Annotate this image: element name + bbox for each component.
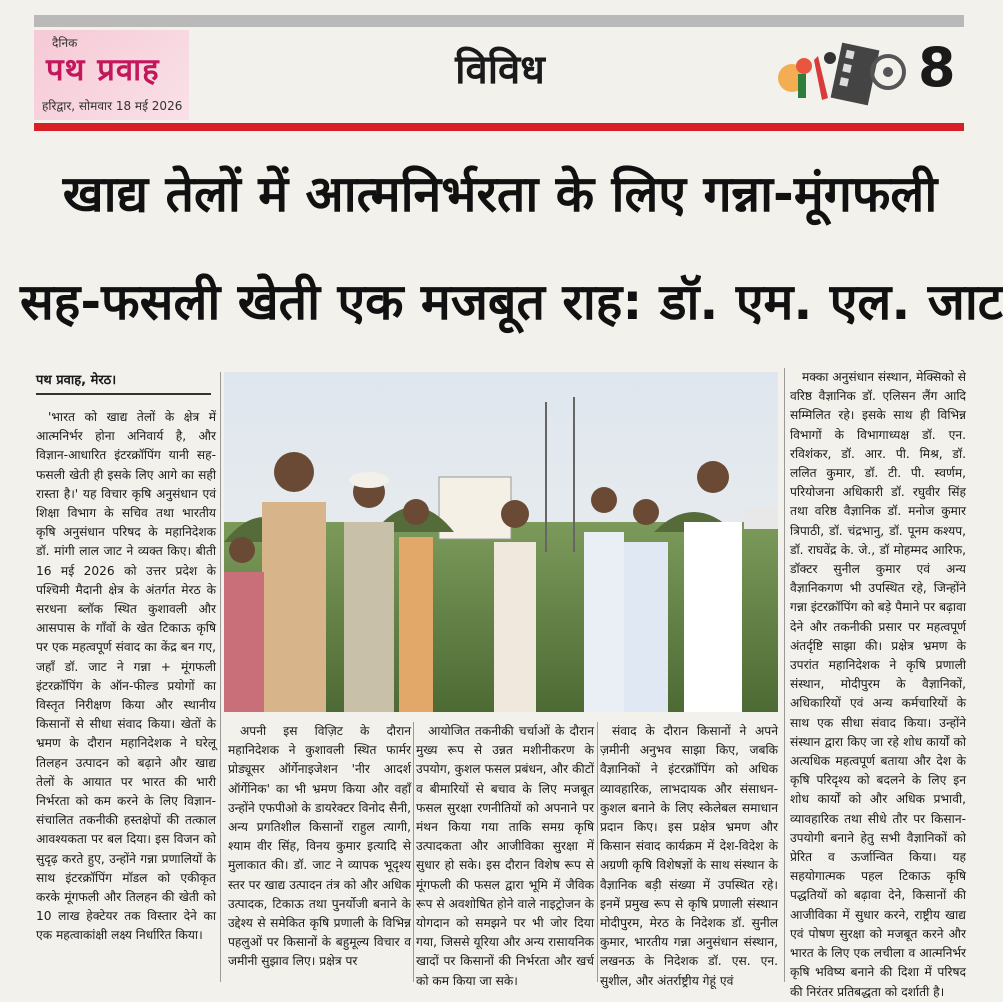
top-strip: [34, 15, 964, 27]
article-column-4: [600, 722, 778, 988]
column-2-text: अपनी इस विज़िट के दौरान महानिदेशक ने कुशावली स्थित फार्मर प्रोड्यूसर ऑर्गेनाइजेशन 'नीर आदर्श ऑर्गेनिक' का भी भ्रमण किया और वहाँ उन्होंने एफपीओ के डायरेक्टर विनोद सैनी, अन्य प्रगतिशील किसानों राहुल त्यागी, श्याम वीर सिंह, विनय कुमार इत्यादि से मुलाकात की। डॉ. जाट ने व्यापक भूदृश्य स्तर पर खाद्य उत्पादन तंत्र को और अधिक उत्पादक, टिकाऊ तथा पुनर्योजी बनाने के उद्देश्य से समेकित कृषि प्रणाली के विभिन्न पहलुओं पर किसानों के बहुमूल्य विचार व जमीनी सुझाव लिए। प्रक्षेत्र पर: [228, 724, 411, 969]
article-column-2: [228, 722, 411, 984]
field-visit-photo: [224, 372, 778, 712]
article-column-3: [416, 722, 594, 988]
article-column-1: [36, 408, 216, 983]
section-title: विविध: [455, 46, 545, 93]
column-1-text: 'भारत को खाद्य तेलों के क्षेत्र में आत्मनिर्भर होना अनिवार्य है, और विज्ञान-आधारित इंटरक्रॉपिंग यानी सह-फसली खेती ही इसके लिए आगे का सही रास्ता है।' यह विचार कृषि अनुसंधान एवं शिक्षा विभाग के सचिव तथा भारतीय कृषि अनुसंधान परिषद के महानिदेशक डॉ. मांगी लाल जाट ने व्यक्त किए। बीती 16 मई 2026 को उत्तर प्रदेश के पश्चिमी मैदानी क्षेत्र के अंतर्गत मेरठ के सरधना ब्लॉक स्थित कुशावली और आसपास के गाँवों के खेत टिकाऊ कृषि पर एक महत्वपूर्ण संवाद का केंद्र बन गए, जहाँ डॉ. जाट ने गन्ना + मूंगफली इंटरक्रॉपिंग के ऑन-फील्ड प्रयोगों का विस्तृत निरीक्षण किया और स्थानीय किसानों से सीधा संवाद किया। खेतों के भ्रमण के दौरान महानिदेशक ने घरेलू तिलहन उत्पादन को बढ़ाने और खाद्य तेलों के आयात पर भारत की भारी निर्भरता को कम करने के लिए विज्ञान-संचालित तकनीकी हस्तक्षेपों की तत्काल आवश्यकता पर बल दिया। इस विजन को सुदृढ़ करते हुए, उन्होंने गन्ना प्रणालियों के साथ इंटरक्रॉपिंग मॉडल को एकीकृत करके मूंगफली और तिलहन की खेती को 10 लाख हेक्टेयर तक विस्तार देने का एक महत्वाकांक्षी लक्ष्य निर्धारित किया।: [36, 410, 216, 943]
column-5-text: मक्का अनुसंधान संस्थान, मेक्सिको से वरिष्ठ वैज्ञानिक डॉ. एलिसन लैंग आदि सम्मिलित रहे। इसके साथ ही विभिन्न विभागों के विभागाध्यक्ष डॉ. एन. रविशंकर, डॉ. आर. पी. मिश्र, डॉ. ललित कुमार, डॉ. टी. पी. स्वर्णम, परियोजना अधिकारी डॉ. रघुवीर सिंह तथा वरिष्ठ वैज्ञानिक डॉ. मनोज कुमार त्रिपाठी, डॉ. चंद्रभानु, डॉ. पूनम कश्यप, डॉ. राघवेंद्र के. जे., डॉ मोहम्मद आरिफ, डॉक्टर सुनील कुमार एवं अन्य वैज्ञानिकगण भी उपस्थित रहे, जिन्होंने गन्ना इंटरक्रॉपिंग को बड़े पैमाने पर बढ़ावा देने और तकनीकी प्रसार पर महत्वपूर्ण अंतर्दृष्टि साझा की। प्रक्षेत्र भ्रमण के उपरांत महानिदेशक ने कृषि प्रणाली संस्थान, मोदीपुरम के वैज्ञानिकों, अधिकारियों एवं अन्य कर्मचारियों के साथ एक सीधा संवाद किया। उन्होंने संस्थान द्वारा किए जा रहे शोध कार्यों को अत्यधिक महत्वपूर्ण बताया और देश के कृषि परिदृश्य को बदलने के लिए इन शोध कार्यों को और अधिक प्रभावी, व्यावहारिक तथा सीधे तौर पर किसान-उपयोगी बनाने हेतु सभी वैज्ञानिकों को प्रेरित व ऊर्जान्वित किया। यह सहयोगात्मक पहल टिकाऊ कृषि पद्धतियों को बढ़ावा देने, किसानों की आजीविका में सुधार करने, राष्ट्रीय खाद्य एवं पोषण सुरक्षा को मजबूत करने और भारत के लिए एक लचीला व आत्मनिर्भर कृषि भविष्य बनाने की दिशा में परिषद की निरंतर प्रतिबद्धता को दर्शाती है।: [790, 370, 966, 999]
dateline-rule: [36, 393, 211, 395]
column-divider: [784, 368, 785, 982]
headline-line-1: खाद्य तेलों में आत्मनिर्भरता के लिए गन्ना-मूंगफली: [62, 165, 938, 223]
dateline: पथ प्रवाह, मेरठ।: [36, 373, 117, 388]
page-number: 8: [918, 36, 956, 99]
header-red-rule: [34, 123, 964, 131]
headline-line-2: सह-फसली खेती एक मजबूत राह: डॉ. एम. एल. जाट: [20, 273, 1003, 331]
column-4-text: संवाद के दौरान किसानों ने अपने ज़मीनी अनुभव साझा किए, जबकि वैज्ञानिकों ने इंटरक्रॉपिंग को अधिक व्यावहारिक, लाभदायक और संसाधन-कुशल बनाने के लिए स्केलेबल समाधान प्रदान किए। इस प्रक्षेत्र भ्रमण और किसान संवाद कार्यक्रम में देश-विदेश के अग्रणी कृषि विशेषज्ञों के साथ संस्थान के वैज्ञानिक बड़ी संख्या में उपस्थित रहे। इनमें प्रमुख रूप से कृषि प्रणाली संस्थान मोदीपुरम, मेरठ के निदेशक डॉ. सुनील कुमार, भारतीय गन्ना अनुसंधान संस्थान, लखनऊ के निदेशक डॉ. एस. एन. सुशील, और अंतर्राष्ट्रीय गेहूं एवं: [600, 724, 778, 988]
column-divider: [220, 372, 221, 982]
newspaper-title: पथ प्रवाह: [46, 52, 160, 88]
column-3-text: आयोजित तकनीकी चर्चाओं के दौरान मुख्य रूप से उन्नत मशीनीकरण के उपयोग, कुशल फसल प्रबंधन, और कीटों व बीमारियों से बचाव के लिए मजबूत फसल सुरक्षा रणनीतियों को अपनाने पर मंथन किया गया ताकि समग्र कृषि उत्पादकता और आजीविका सुरक्षा में सुधार हो सके। इस दौरान विशेष रूप से मूंगफली की फसल द्वारा भूमि में जैविक रूप से अवशोषित होने वाले नाइट्रोजन के योगदान को समझने पर भी जोर दिया गया, जिससे यूरिया और अन्य रासायनिक खादों पर किसानों की निर्भरता और खर्च को कम किया जा सके।: [416, 724, 594, 988]
column-divider: [597, 722, 598, 982]
masthead-daily-label: दैनिक: [52, 36, 78, 50]
article-column-5: [790, 368, 966, 999]
column-divider: [413, 722, 414, 982]
sports-culture-logo-icon: [770, 38, 910, 112]
issue-date: हरिद्वार, सोमवार 18 मई 2026: [42, 99, 183, 113]
